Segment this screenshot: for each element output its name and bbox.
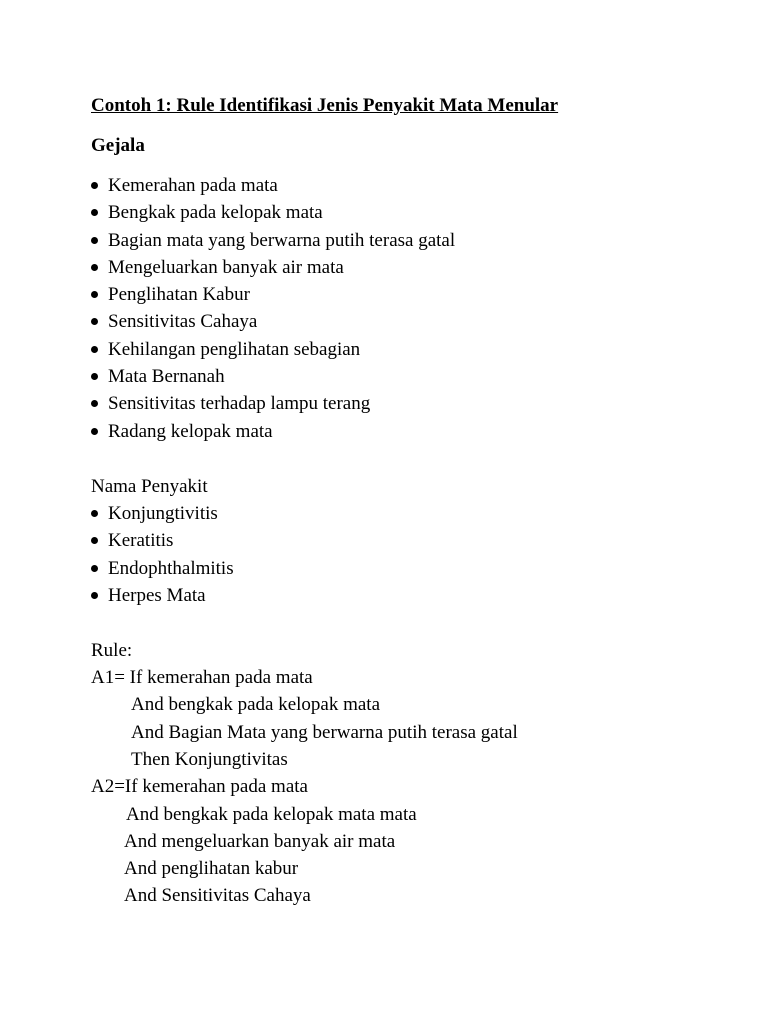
- rule-label: Rule:: [91, 640, 133, 661]
- list-item: [91, 363, 455, 390]
- symptoms-heading: Gejala: [91, 135, 145, 156]
- list-item: [91, 500, 234, 527]
- bullet-icon: [91, 291, 98, 298]
- bullet-icon: [91, 237, 98, 244]
- rule-a1-and-line: And Bagian Mata yang berwarna putih terasa gatal: [131, 722, 518, 743]
- symptom-text: Kemerahan pada mata: [108, 175, 278, 196]
- list-item: [91, 527, 234, 554]
- rule-a2-and-line: And Sensitivitas Cahaya: [124, 885, 311, 906]
- bullet-icon: [91, 209, 98, 216]
- bullet-icon: [91, 346, 98, 353]
- bullet-icon: [91, 318, 98, 325]
- list-item: [91, 199, 455, 226]
- symptom-text: Kehilangan penglihatan sebagian: [108, 338, 361, 360]
- disease-text: Konjungtivitis: [108, 503, 218, 524]
- diseases-label: Nama Penyakit: [91, 476, 208, 497]
- bullet-icon: [91, 373, 98, 380]
- bullet-icon: [91, 565, 98, 572]
- rule-a2-and-line: And mengeluarkan banyak air mata: [124, 831, 396, 852]
- symptom-text: Penglihatan Kabur: [108, 284, 250, 306]
- disease-text: Herpes Mata: [108, 584, 206, 606]
- symptom-text: Bagian mata yang berwarna putih terasa gatal: [108, 229, 456, 251]
- list-item: [91, 582, 234, 609]
- rule-a2-if-line: A2=If kemerahan pada mata: [91, 776, 308, 797]
- rule-a2-and-line: And bengkak pada kelopak mata mata: [126, 804, 417, 825]
- bullet-icon: [91, 592, 98, 599]
- rule-a1-and-line: And bengkak pada kelopak mata: [131, 694, 381, 715]
- symptom-text: Bengkak pada kelopak mata: [108, 202, 323, 224]
- bullet-icon: [91, 264, 98, 271]
- list-item: [91, 308, 455, 335]
- list-item: [91, 172, 455, 199]
- bullet-icon: [91, 428, 98, 435]
- list-item: [91, 390, 455, 417]
- list-item: [91, 227, 455, 254]
- list-item: [91, 555, 234, 582]
- bullet-icon: [91, 400, 98, 407]
- symptom-text: Mata Bernanah: [108, 366, 225, 388]
- symptom-text: Sensitivitas Cahaya: [108, 311, 258, 333]
- list-item: [91, 336, 455, 363]
- symptom-text: Sensitivitas terhadap lampu terang: [108, 393, 371, 415]
- rule-a2-and-line: And penglihatan kabur: [124, 858, 299, 879]
- bullet-icon: [91, 182, 98, 189]
- symptom-text: Radang kelopak mata: [108, 420, 273, 442]
- disease-text: Keratitis: [108, 530, 174, 552]
- rule-a1-if-line: A1= If kemerahan pada mata: [91, 667, 313, 688]
- symptom-list: [91, 172, 455, 445]
- list-item: [91, 281, 455, 308]
- rule-a1-then-line: Then Konjungtivitas: [131, 749, 288, 770]
- list-item: [91, 418, 455, 445]
- disease-list: [91, 500, 234, 609]
- bullet-icon: [91, 537, 98, 544]
- document-title: Contoh 1: Rule Identifikasi Jenis Penyakit Mata Menular: [91, 95, 559, 116]
- list-item: [91, 254, 455, 281]
- disease-text: Endophthalmitis: [108, 557, 234, 579]
- bullet-icon: [91, 510, 98, 517]
- symptom-text: Mengeluarkan banyak air mata: [108, 256, 344, 278]
